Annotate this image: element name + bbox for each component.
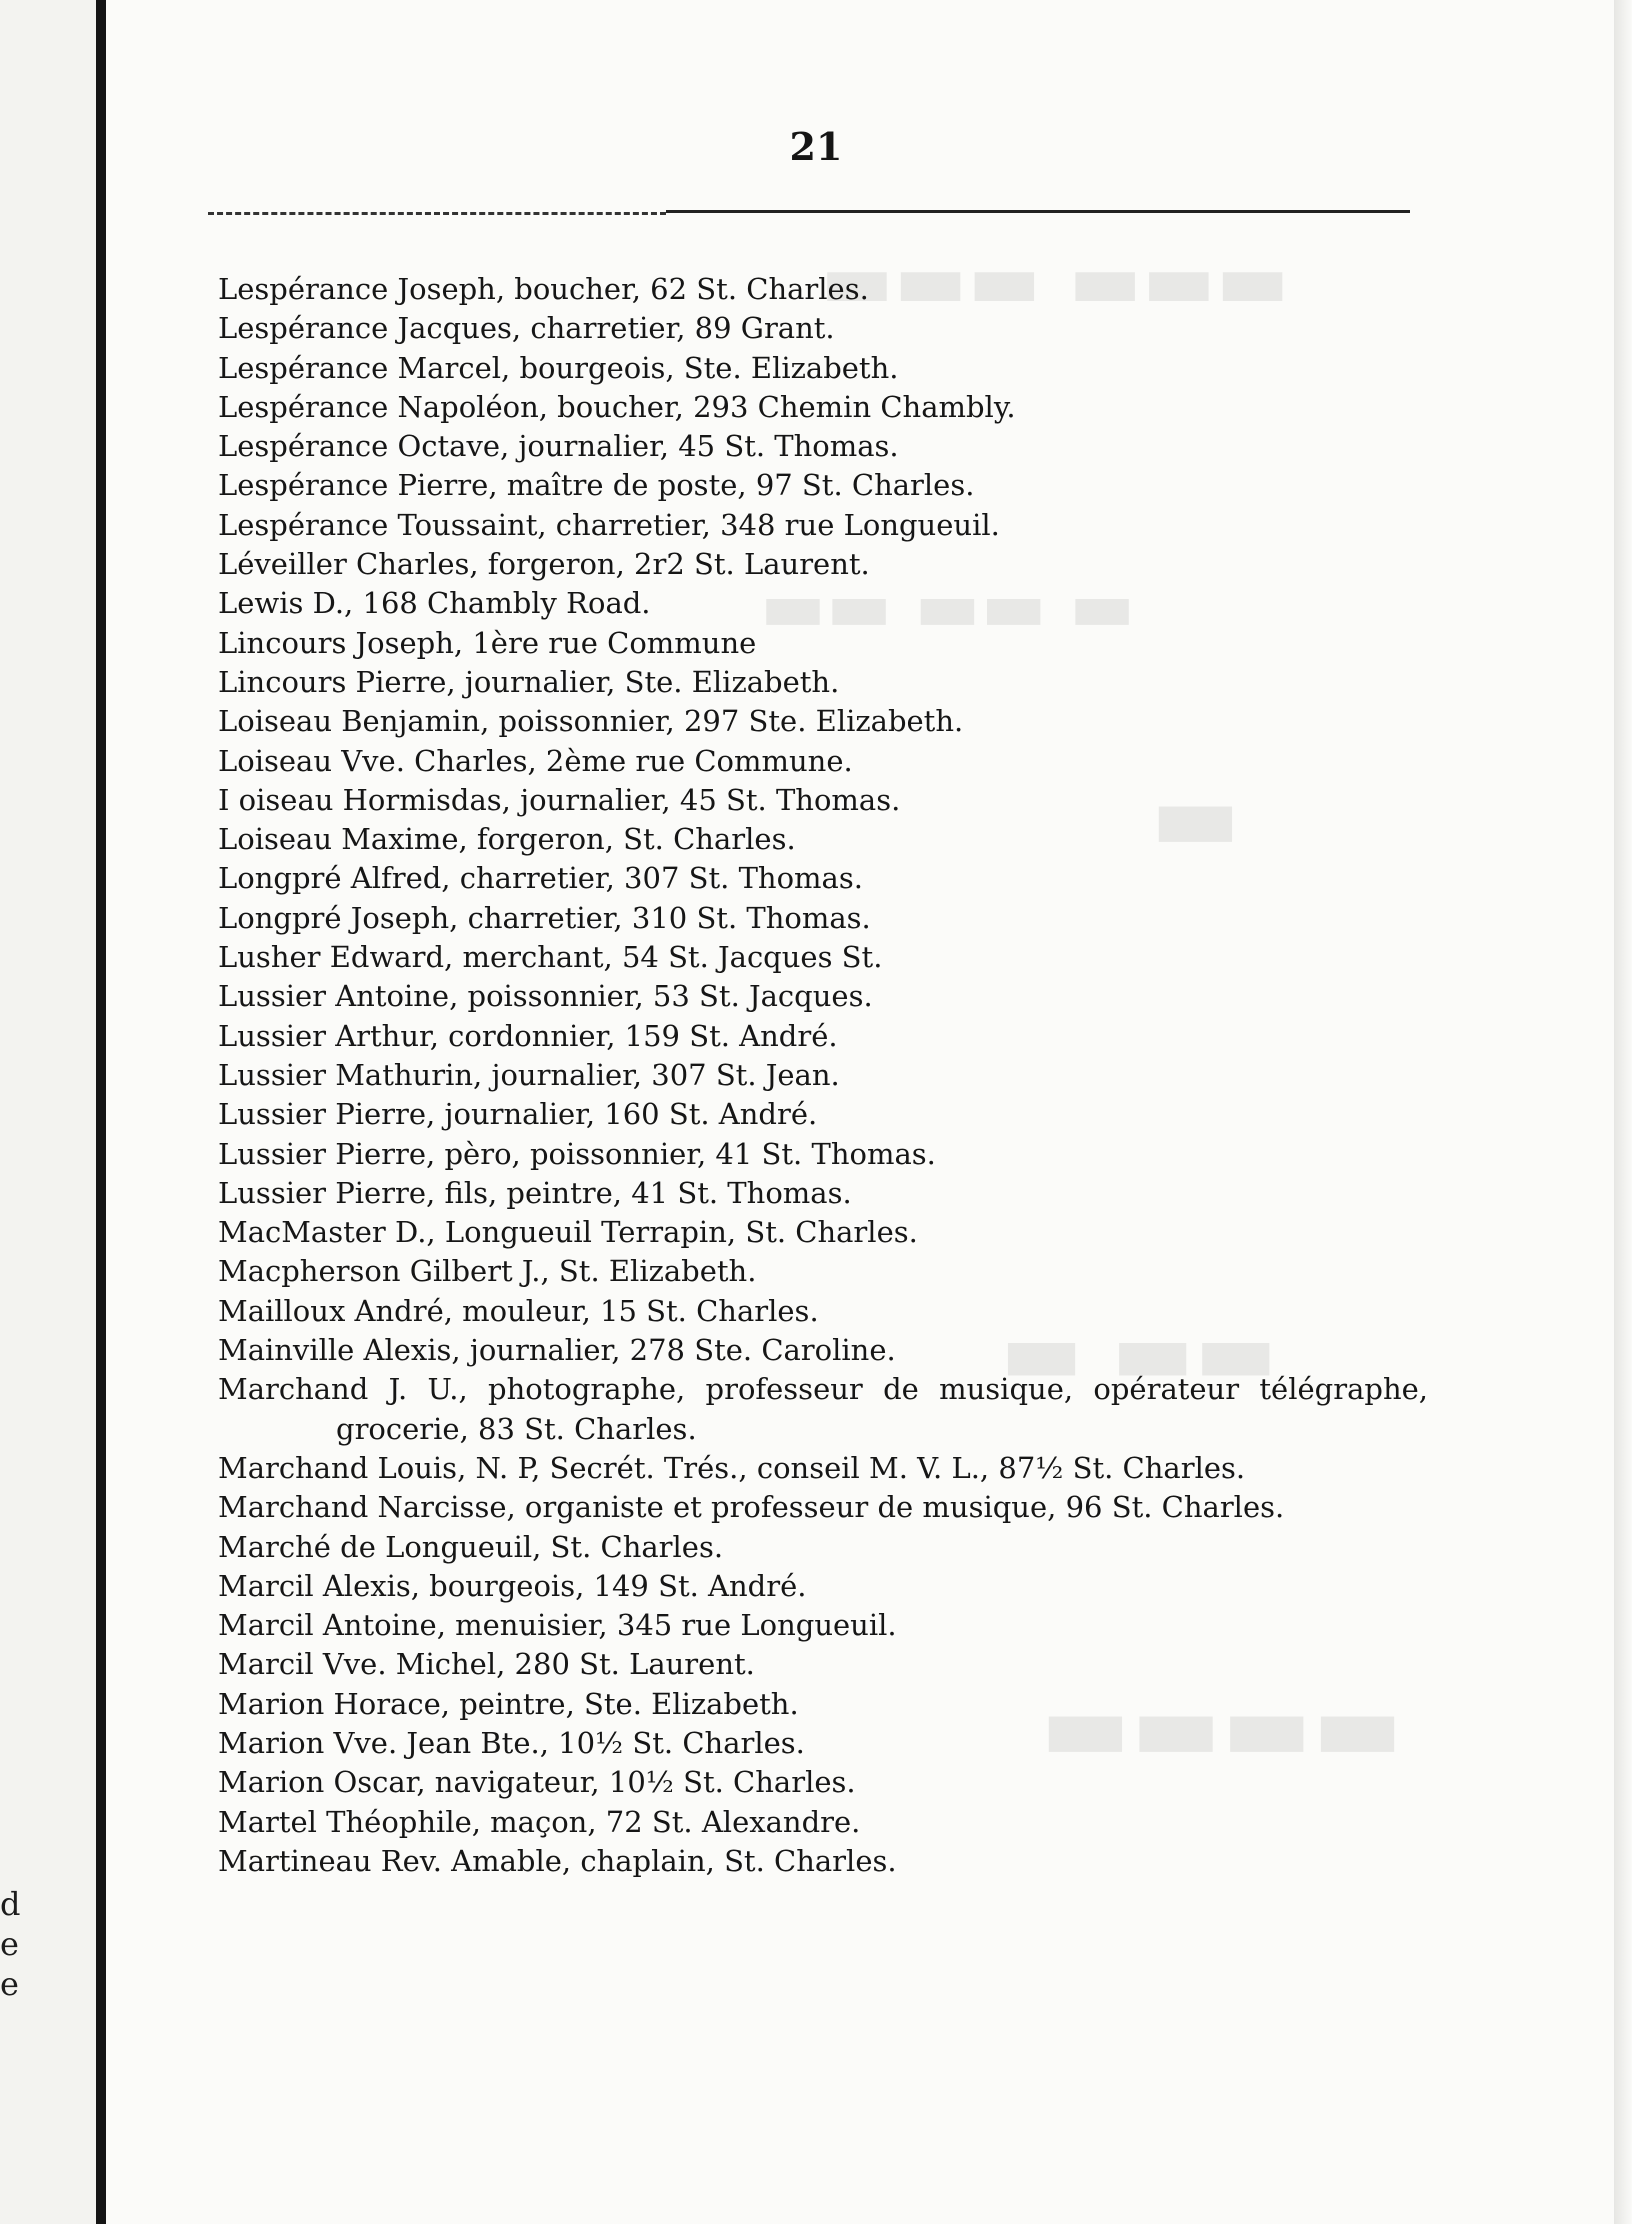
directory-entry: Macpherson Gilbert J., St. Elizabeth. — [218, 1254, 757, 1289]
directory-entry: Marcil Alexis, bourgeois, 149 St. André. — [218, 1568, 807, 1603]
directory-entry: Marion Oscar, navigateur, 10½ St. Charles. — [218, 1765, 856, 1800]
directory-entry: Marion Horace, peintre, Ste. Elizabeth. — [218, 1686, 799, 1721]
directory-entry: Loiseau Maxime, forgeron, St. Charles. — [218, 822, 796, 857]
directory-entry: Marchand J. U., photographe, professeur de musique, opérateur télégraphe, grocerie, 83 St. Charles. — [218, 1372, 1428, 1446]
bleed-through-4: ▬▬ ▬ — [1000, 1300, 1278, 1403]
directory-entry: Mailloux André, mouleur, 15 St. Charles. — [218, 1293, 819, 1328]
directory-entry: Lussier Pierre, journalier, 160 St. André. — [218, 1097, 818, 1132]
directory-entry: Marcil Antoine, menuisier, 345 rue Longueuil. — [218, 1608, 897, 1643]
directory-entry: Lussier Pierre, fils, peintre, 41 St. Thomas. — [218, 1175, 852, 1210]
directory-entry: Longpré Joseph, charretier, 310 St. Thomas. — [218, 900, 871, 935]
directory-entries — [218, 270, 1428, 1881]
directory-entry: Lewis D., 168 Chambly Road. — [218, 586, 651, 621]
directory-entry: Lespérance Toussaint, charretier, 348 rue Longueuil. — [218, 507, 1000, 542]
directory-entry: Loiseau Benjamin, poissonnier, 297 Ste. Elizabeth. — [218, 704, 964, 739]
directory-entry: Lusher Edward, merchant, 54 St. Jacques St. — [218, 940, 883, 975]
directory-entry: Marchand Louis, N. P, Secrét. Trés., conseil M. V. L., 87½ St. Charles. — [218, 1450, 1246, 1485]
header-rule-dashed — [208, 212, 666, 215]
directory-entry: Marion Vve. Jean Bte., 10½ St. Charles. — [218, 1725, 805, 1760]
directory-entry: MacMaster D., Longueuil Terrapin, St. Charles. — [218, 1215, 918, 1250]
directory-entry: Léveiller Charles, forgeron, 2r2 St. Laurent. — [218, 547, 870, 582]
bleed-through-5: ▬▬▬▬ — [1040, 1670, 1403, 1782]
directory-entry: Martel Théophile, maçon, 72 St. Alexandre. — [218, 1804, 861, 1839]
facing-page-fragment-1: d — [0, 1885, 21, 1923]
directory-entry: Lespérance Napoléon, boucher, 293 Chemin Chambly. — [218, 389, 1016, 424]
directory-entry: Lincours Joseph, 1ère rue Commune — [218, 625, 757, 660]
page-right-edge — [1614, 0, 1632, 2224]
directory-entry: Longpré Alfred, charretier, 307 St. Thomas. — [218, 861, 863, 896]
directory-entry: Lespérance Octave, journalier, 45 St. Thomas. — [218, 429, 899, 464]
header-rule-solid — [666, 210, 1410, 213]
directory-entry: Lespérance Joseph, boucher, 62 St. Charles. — [218, 272, 869, 306]
directory-entry: Lussier Pierre, pèro, poissonnier, 41 St. Thomas. — [218, 1136, 936, 1171]
directory-entry: Loiseau Vve. Charles, 2ème rue Commune. — [218, 743, 853, 778]
directory-entry: Marchand Narcisse, organiste et professeur de musique, 96 St. Charles. — [218, 1490, 1285, 1525]
facing-page-fragment-2: e — [0, 1925, 19, 1963]
directory-entry: Lussier Antoine, poissonnier, 53 St. Jacques. — [218, 979, 873, 1014]
directory-entry: Lespérance Jacques, charretier, 89 Grant. — [218, 311, 835, 346]
directory-entry: Lussier Arthur, cordonnier, 159 St. André. — [218, 1018, 838, 1053]
directory-entry: Mainville Alexis, journalier, 278 Ste. Caroline. — [218, 1333, 896, 1368]
directory-entry: Martineau Rev. Amable, chaplain, St. Charles. — [218, 1843, 897, 1878]
directory-entry: Marcil Vve. Michel, 280 St. Laurent. — [218, 1647, 755, 1682]
bleed-through-3: ▬ — [1150, 760, 1241, 872]
directory-entry: Lincours Pierre, journalier, Ste. Elizabeth. — [218, 664, 840, 699]
directory-entry: Lussier Mathurin, journalier, 307 St. Jean. — [218, 1057, 840, 1092]
directory-entry: Lespérance Pierre, maître de poste, 97 St. Charles. — [218, 468, 975, 503]
bleed-through-1: ▬▬▬ ▬▬▬ — [820, 235, 1290, 326]
directory-entry: Marché de Longueuil, St. Charles. — [218, 1529, 724, 1564]
binding-gutter — [96, 0, 106, 2224]
bleed-through-2: ▬ ▬▬ ▬▬ — [760, 565, 1136, 647]
facing-page-fragment-3: e — [0, 1965, 19, 2003]
page-number: 21 — [789, 124, 843, 169]
directory-entry: I oiseau Hormisdas, journalier, 45 St. Thomas. — [218, 782, 901, 817]
directory-entry: Lespérance Marcel, bourgeois, Ste. Elizabeth. — [218, 350, 899, 385]
